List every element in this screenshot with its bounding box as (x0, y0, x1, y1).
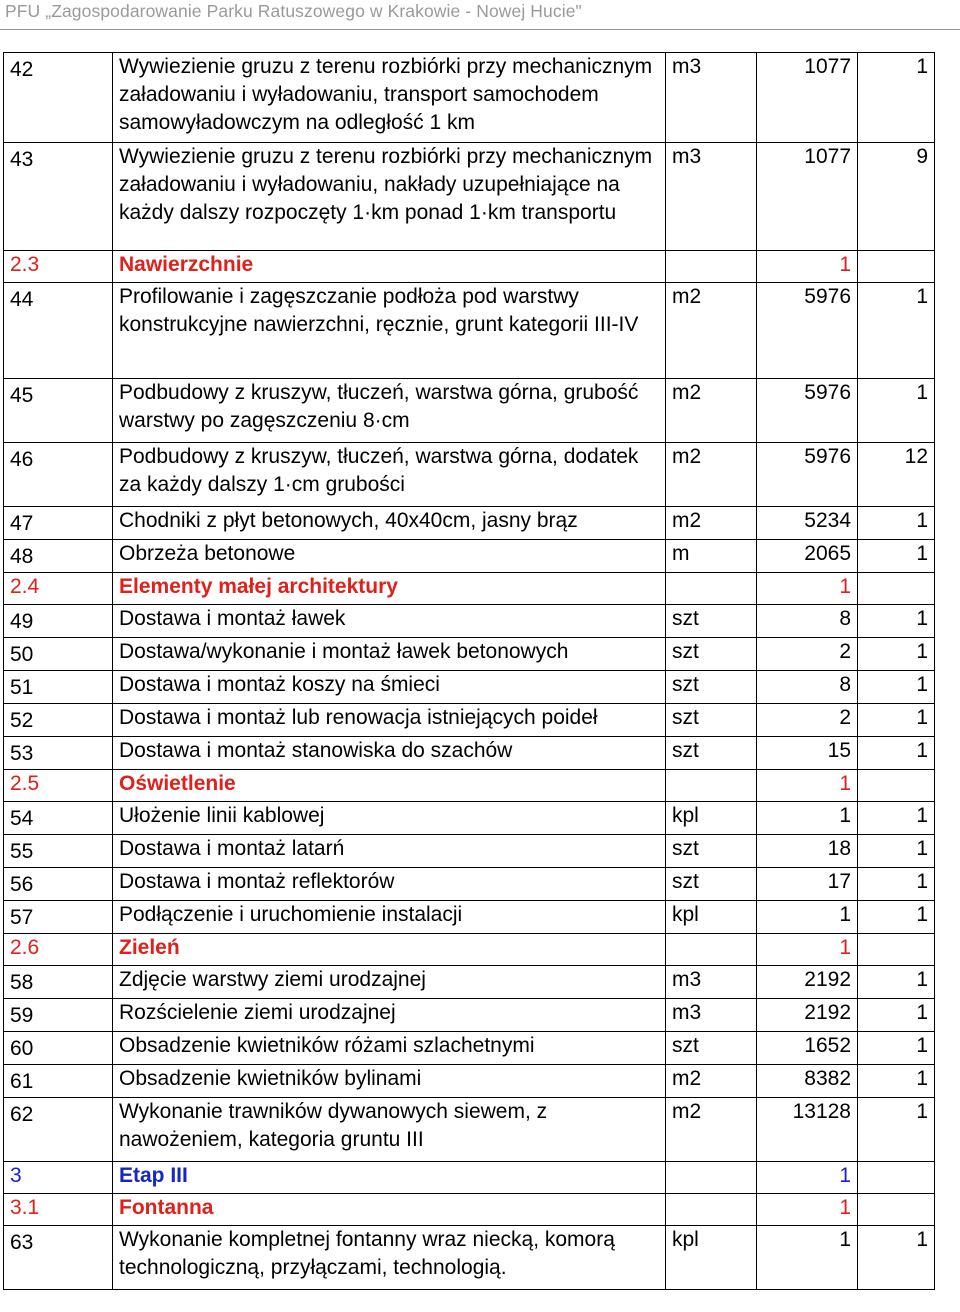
item-number: 58 (4, 966, 113, 999)
item-unit: m2 (666, 283, 757, 379)
item-quantity: 1 (757, 802, 858, 835)
item-unit (666, 770, 757, 802)
table-row (4, 901, 935, 934)
item-unit: m2 (666, 443, 757, 507)
item-amount: 1 (858, 966, 935, 999)
item-description: Zieleń (113, 934, 666, 966)
item-amount (858, 1162, 935, 1194)
table-body (4, 53, 935, 1290)
item-number: 2.5 (4, 770, 113, 802)
item-unit: m2 (666, 379, 757, 443)
item-quantity: 1 (757, 251, 858, 283)
item-number: 42 (4, 53, 113, 143)
item-unit: szt (666, 1032, 757, 1065)
section-heading-row (4, 934, 935, 966)
item-description: Dostawa i montaż koszy na śmieci (113, 671, 666, 704)
item-unit: szt (666, 868, 757, 901)
item-amount: 1 (858, 671, 935, 704)
item-number: 50 (4, 638, 113, 671)
item-quantity: 1 (757, 934, 858, 966)
item-description: Nawierzchnie (113, 251, 666, 283)
item-unit: m3 (666, 143, 757, 251)
item-number: 46 (4, 443, 113, 507)
item-amount: 1 (858, 1032, 935, 1065)
item-amount: 1 (858, 379, 935, 443)
item-description: Dostawa i montaż ławek (113, 605, 666, 638)
item-number: 60 (4, 1032, 113, 1065)
item-number: 57 (4, 901, 113, 934)
item-unit: szt (666, 737, 757, 770)
item-quantity: 1 (757, 901, 858, 934)
item-description: Obsadzenie kwietników różami szlachetnymi (113, 1032, 666, 1065)
table-row (4, 868, 935, 901)
table-row (4, 605, 935, 638)
item-amount: 1 (858, 737, 935, 770)
item-description: Etap III (113, 1162, 666, 1194)
item-number: 56 (4, 868, 113, 901)
item-amount: 1 (858, 704, 935, 737)
table-row (4, 1032, 935, 1065)
item-quantity: 2 (757, 638, 858, 671)
item-amount: 1 (858, 1065, 935, 1098)
table-row (4, 443, 935, 507)
item-unit (666, 1194, 757, 1226)
item-description: Wywiezienie gruzu z terenu rozbiórki przy mechanicznym załadowaniu i wyładowaniu, transport samochodem samowyładowczym na odległość 1 km (113, 53, 666, 143)
item-unit: szt (666, 704, 757, 737)
item-quantity: 2065 (757, 540, 858, 573)
item-description: Dostawa i montaż reflektorów (113, 868, 666, 901)
item-amount: 1 (858, 605, 935, 638)
item-amount: 1 (858, 638, 935, 671)
cost-estimate-table (3, 52, 935, 1290)
table-row (4, 283, 935, 379)
item-number: 62 (4, 1098, 113, 1162)
item-amount: 9 (858, 143, 935, 251)
item-quantity: 5976 (757, 283, 858, 379)
item-quantity: 15 (757, 737, 858, 770)
item-amount: 12 (858, 443, 935, 507)
item-unit: m (666, 540, 757, 573)
item-amount: 1 (858, 1098, 935, 1162)
item-description: Wykonanie trawników dywanowych siewem, z nawożeniem, kategoria gruntu III (113, 1098, 666, 1162)
table-row (4, 540, 935, 573)
item-number: 2.6 (4, 934, 113, 966)
item-description: Wywiezienie gruzu z terenu rozbiórki przy mechanicznym załadowaniu i wyładowaniu, nakłady uzupełniające na każdy dalszy rozpoczęty 1·km ponad 1·km transportu (113, 143, 666, 251)
item-description: Dostawa i montaż lub renowacja istniejących poideł (113, 704, 666, 737)
item-number: 44 (4, 283, 113, 379)
item-unit (666, 1162, 757, 1194)
item-unit (666, 251, 757, 283)
table-row (4, 143, 935, 251)
item-quantity: 5976 (757, 379, 858, 443)
item-unit: m3 (666, 53, 757, 143)
item-amount (858, 934, 935, 966)
item-description: Oświetlenie (113, 770, 666, 802)
item-unit: kpl (666, 901, 757, 934)
section-heading-row (4, 770, 935, 802)
item-quantity: 1 (757, 1194, 858, 1226)
item-amount: 1 (858, 868, 935, 901)
item-quantity: 8 (757, 671, 858, 704)
item-amount: 1 (858, 835, 935, 868)
item-quantity: 1 (757, 1226, 858, 1290)
item-number: 63 (4, 1226, 113, 1290)
item-unit: m3 (666, 966, 757, 999)
item-number: 48 (4, 540, 113, 573)
item-description: Fontanna (113, 1194, 666, 1226)
table-row (4, 379, 935, 443)
table-row (4, 737, 935, 770)
item-unit: m2 (666, 507, 757, 540)
item-amount: 1 (858, 507, 935, 540)
item-unit: m2 (666, 1098, 757, 1162)
item-quantity: 1652 (757, 1032, 858, 1065)
item-quantity: 5976 (757, 443, 858, 507)
item-number: 59 (4, 999, 113, 1032)
item-number: 47 (4, 507, 113, 540)
item-description: Chodniki z płyt betonowych, 40x40cm, jasny brąz (113, 507, 666, 540)
item-amount (858, 251, 935, 283)
item-number: 52 (4, 704, 113, 737)
item-unit: kpl (666, 1226, 757, 1290)
item-number: 45 (4, 379, 113, 443)
table-row (4, 802, 935, 835)
item-description: Obsadzenie kwietników bylinami (113, 1065, 666, 1098)
document-header: PFU „Zagospodarowanie Parku Ratuszowego w Krakowie - Nowej Hucie" (5, 1, 582, 21)
item-description: Zdjęcie warstwy ziemi urodzajnej (113, 966, 666, 999)
item-number: 3.1 (4, 1194, 113, 1226)
item-quantity: 5234 (757, 507, 858, 540)
item-description: Dostawa i montaż latarń (113, 835, 666, 868)
item-description: Elementy małej architektury (113, 573, 666, 605)
item-amount (858, 770, 935, 802)
item-amount: 1 (858, 540, 935, 573)
item-description: Wykonanie kompletnej fontanny wraz niecką, komorą technologiczną, przyłączami, technologią. (113, 1226, 666, 1290)
item-description: Podbudowy z kruszyw, tłuczeń, warstwa górna, dodatek za każdy dalszy 1·cm grubości (113, 443, 666, 507)
item-unit: szt (666, 605, 757, 638)
table-row (4, 507, 935, 540)
item-number: 49 (4, 605, 113, 638)
item-amount: 1 (858, 901, 935, 934)
item-amount: 1 (858, 802, 935, 835)
item-number: 55 (4, 835, 113, 868)
item-description: Dostawa i montaż stanowiska do szachów (113, 737, 666, 770)
table-row (4, 1065, 935, 1098)
item-unit (666, 573, 757, 605)
item-quantity: 2192 (757, 966, 858, 999)
item-amount: 1 (858, 283, 935, 379)
item-amount: 1 (858, 999, 935, 1032)
header-divider (0, 29, 960, 30)
section-heading-row (4, 1194, 935, 1226)
item-number: 61 (4, 1065, 113, 1098)
item-description: Ułożenie linii kablowej (113, 802, 666, 835)
item-description: Podłączenie i uruchomienie instalacji (113, 901, 666, 934)
item-quantity: 8382 (757, 1065, 858, 1098)
table-row (4, 1098, 935, 1162)
table-row (4, 966, 935, 999)
item-description: Dostawa/wykonanie i montaż ławek betonowych (113, 638, 666, 671)
item-quantity: 18 (757, 835, 858, 868)
item-unit: m2 (666, 1065, 757, 1098)
item-number: 51 (4, 671, 113, 704)
item-number: 53 (4, 737, 113, 770)
item-quantity: 1 (757, 770, 858, 802)
item-number: 2.3 (4, 251, 113, 283)
item-unit: szt (666, 671, 757, 704)
item-amount: 1 (858, 53, 935, 143)
item-description: Profilowanie i zagęszczanie podłoża pod warstwy konstrukcyjne nawierzchni, ręcznie, grunt kategorii III-IV (113, 283, 666, 379)
item-unit: szt (666, 638, 757, 671)
item-unit: kpl (666, 802, 757, 835)
item-number: 2.4 (4, 573, 113, 605)
stage-heading-row (4, 1162, 935, 1194)
item-description: Rozścielenie ziemi urodzajnej (113, 999, 666, 1032)
item-quantity: 17 (757, 868, 858, 901)
table-row (4, 704, 935, 737)
item-amount: 1 (858, 1226, 935, 1290)
item-number: 43 (4, 143, 113, 251)
table-row (4, 638, 935, 671)
item-number: 54 (4, 802, 113, 835)
item-description: Obrzeża betonowe (113, 540, 666, 573)
item-quantity: 1 (757, 573, 858, 605)
item-amount (858, 573, 935, 605)
item-quantity: 13128 (757, 1098, 858, 1162)
section-heading-row (4, 251, 935, 283)
item-quantity: 8 (757, 605, 858, 638)
section-heading-row (4, 573, 935, 605)
table-row (4, 999, 935, 1032)
item-unit (666, 934, 757, 966)
table-row (4, 1226, 935, 1290)
item-quantity: 2192 (757, 999, 858, 1032)
item-quantity: 2 (757, 704, 858, 737)
item-unit: szt (666, 835, 757, 868)
table-row (4, 671, 935, 704)
item-quantity: 1077 (757, 53, 858, 143)
table-row (4, 53, 935, 143)
item-description: Podbudowy z kruszyw, tłuczeń, warstwa górna, grubość warstwy po zagęszczeniu 8·cm (113, 379, 666, 443)
item-number: 3 (4, 1162, 113, 1194)
table-row (4, 835, 935, 868)
item-quantity: 1 (757, 1162, 858, 1194)
item-amount (858, 1194, 935, 1226)
item-unit: m3 (666, 999, 757, 1032)
item-quantity: 1077 (757, 143, 858, 251)
